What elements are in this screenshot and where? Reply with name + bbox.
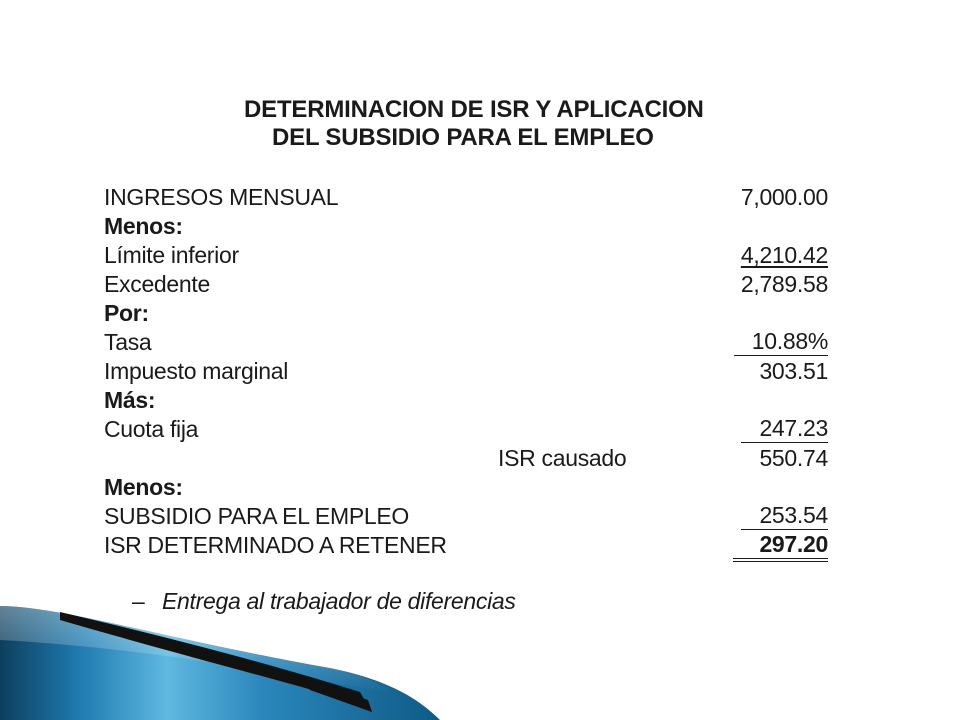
row-label: Cuota fija	[104, 416, 199, 442]
row-label: ISR DETERMINADO A RETENER	[104, 532, 447, 558]
row-label: Tasa	[104, 329, 152, 355]
bullet-dash: –	[132, 588, 145, 614]
row-label: Menos:	[104, 474, 183, 500]
row-label: Impuesto marginal	[104, 358, 289, 384]
row-isr-retener	[0, 531, 960, 560]
row-value: 303.51	[759, 358, 828, 384]
row-label: Límite inferior	[104, 242, 239, 268]
title-line-2: DEL SUBSIDIO PARA EL EMPLEO	[272, 124, 654, 151]
bullet-text: Entrega al trabajador de diferencias	[162, 588, 516, 614]
row-limite-inferior	[0, 241, 960, 270]
row-excedente	[0, 270, 960, 299]
row-label: INGRESOS MENSUAL	[104, 184, 339, 210]
row-label: Por:	[104, 300, 149, 326]
row-value: 4,210.42	[740, 242, 828, 268]
row-mas	[0, 386, 960, 415]
row-label: SUBSIDIO PARA EL EMPLEO	[104, 503, 409, 529]
row-menos	[0, 212, 960, 241]
row-cuota-fija	[0, 415, 960, 444]
bullet-item	[132, 588, 516, 615]
title-line-1: DETERMINACION DE ISR Y APLICACION	[244, 96, 704, 123]
row-mid-label: ISR causado	[498, 445, 627, 471]
row-value: 253.54	[741, 502, 828, 530]
row-label: Excedente	[104, 271, 210, 297]
row-menos-2	[0, 473, 960, 502]
row-por	[0, 299, 960, 328]
row-label: Menos:	[104, 213, 183, 239]
total-value: 297.20	[733, 531, 828, 562]
row-value: 2,789.58	[740, 271, 828, 297]
row-value: 247.23	[741, 415, 828, 443]
row-ingresos	[0, 183, 960, 212]
row-value: 550.74	[759, 445, 828, 471]
row-value: 10.88%	[734, 328, 828, 356]
row-subsidio	[0, 502, 960, 531]
row-tasa	[0, 328, 960, 357]
row-isr-causado	[0, 444, 960, 473]
row-value: 7,000.00	[740, 184, 828, 210]
row-label: Más:	[104, 387, 156, 413]
row-impuesto-marginal	[0, 357, 960, 386]
isr-calculation-table	[0, 183, 960, 560]
